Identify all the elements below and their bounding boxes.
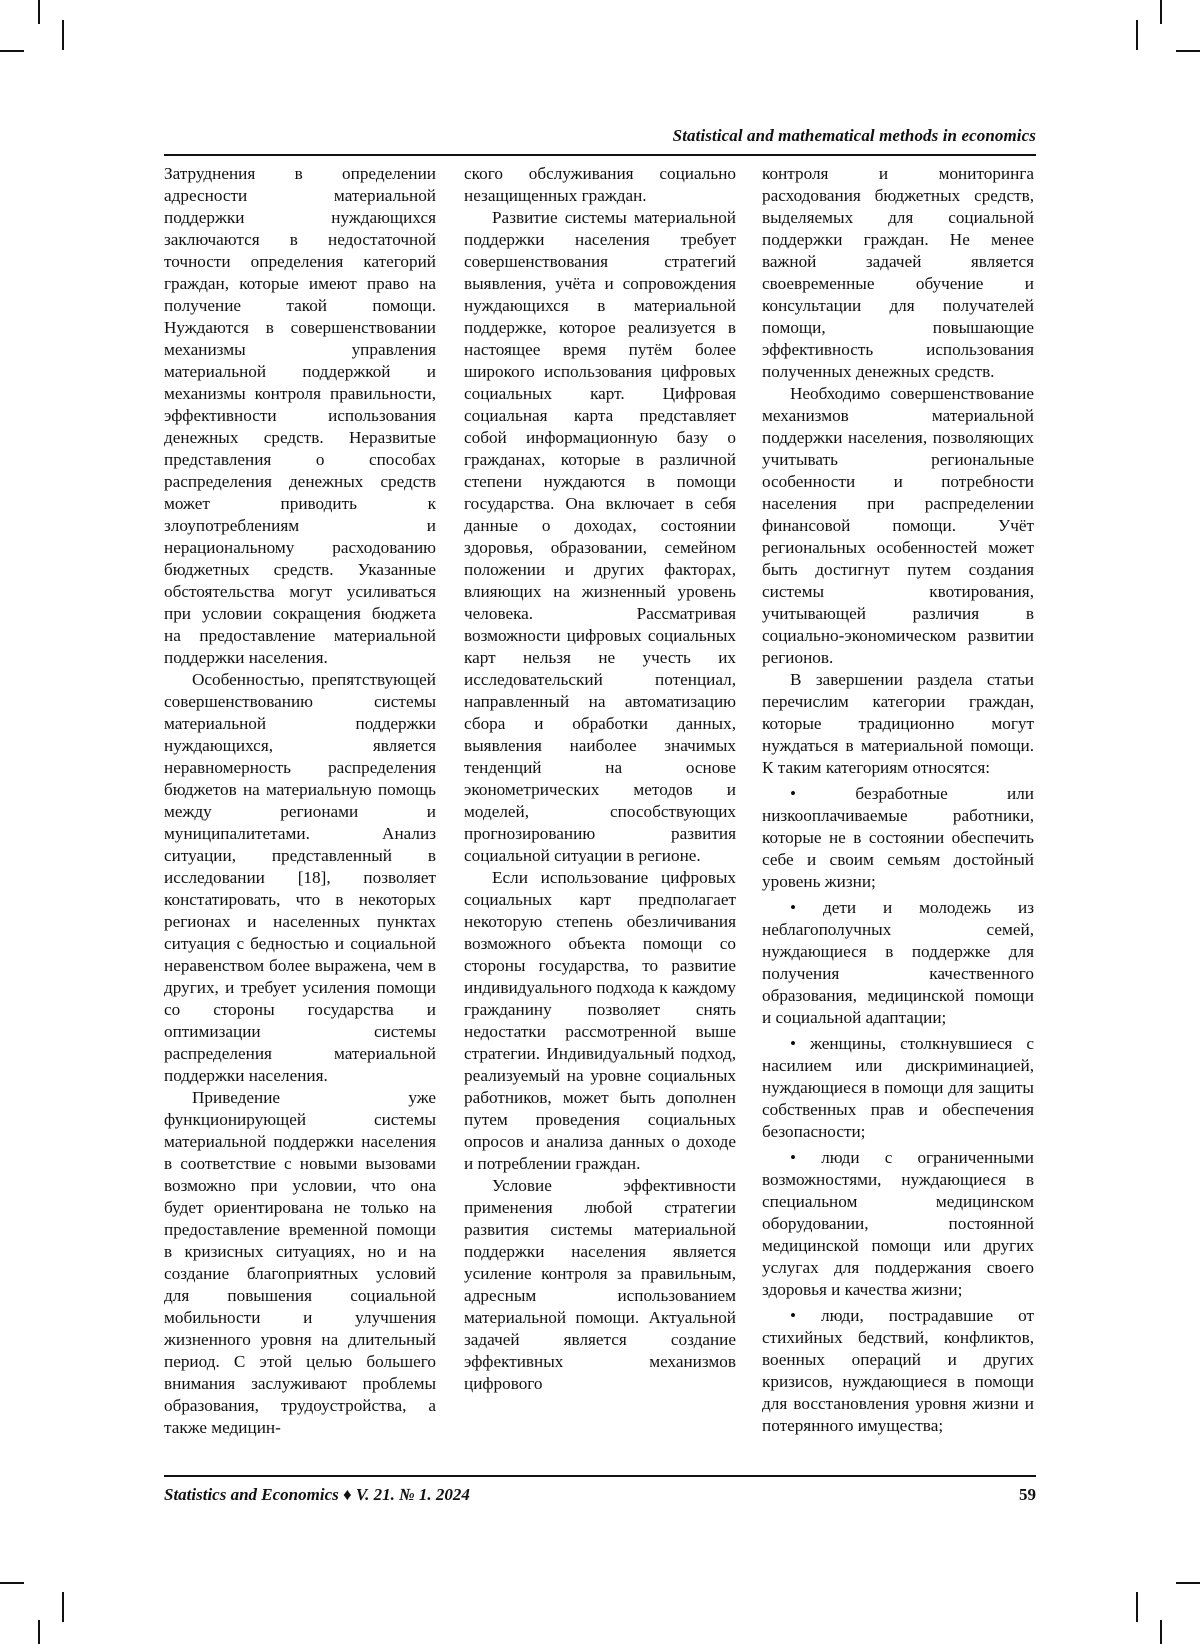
crop-mark — [1176, 50, 1200, 52]
bullet-item: • безработные или низкооплачиваемые работники, которые не в состоянии обеспечить себе и своим семьям достойный уровень жизни; — [762, 783, 1034, 893]
paragraph: Необходимо совершенствование механизмов материальной поддержки населения, позволяющих учитывать региональные особенности и потребности населения при распределении финансовой помощи. Учёт региональных особенностей может быть достигнут путем создания системы квотирования, учитывающей различия в социально-экономическом развитии регионов. — [762, 384, 1034, 667]
crop-mark — [1160, 0, 1162, 24]
paragraph: Условие эффективности применения любой стратегии развития системы материальной поддержки населения является усиление контроля за правильным, адресным использованием материальной помощи. Актуальной задачей является создание эффективных механизмов цифрового — [464, 1176, 736, 1393]
crop-mark — [0, 1582, 24, 1584]
journal-citation: Statistics and Economics ♦ V. 21. № 1. 2024 — [164, 1485, 470, 1504]
text-column-1 — [164, 163, 436, 1439]
crop-mark — [0, 50, 24, 52]
crop-mark — [38, 0, 40, 24]
bullet-item: • женщины, столкнувшиеся с насилием или дискриминацией, нуждающиеся в помощи для защиты собственных прав и обеспечения безопасности; — [762, 1033, 1034, 1143]
running-footer — [164, 1475, 1036, 1504]
crop-mark — [38, 1620, 40, 1644]
crop-mark — [62, 1592, 64, 1622]
crop-mark — [1176, 1582, 1200, 1584]
running-header — [164, 124, 1036, 156]
bullet-item: • дети и молодежь из неблагополучных семей, нуждающиеся в поддержке для получения качественного образования, медицинской помощи и социальной адаптации; — [762, 897, 1034, 1029]
paragraph: Особенностью, препятствующей совершенствованию системы материальной поддержки нуждающихся, является неравномерность распределения бюджетов на материальную помощь между регионами и муниципалитетами. Анализ ситуации, представленный в исследовании [18], позволяет констатировать, что в некоторых регионах и населенных пунктах ситуация с бедностью и социальной неравенством более выражена, чем в других, и требует усиления помощи со стороны государства и оптимизации системы распределения материальной поддержки населения. — [164, 670, 436, 1085]
crop-mark — [1136, 1592, 1138, 1622]
crop-mark — [62, 20, 64, 50]
paragraph: Если использование цифровых социальных карт предполагает некоторую степень обезличивания возможного объекта помощи со стороны государства, то развитие индивидуального подхода к каждому гражданину позволяет снять недостатки рассмотренной выше стратегии. Индивидуальный подход, реализуемый на уровне социальных работников, может быть дополнен путем проведения социальных опросов и анализа данных о доходе и потреблении граждан. — [464, 868, 736, 1173]
page-number: 59 — [1019, 1485, 1036, 1504]
paragraph: В завершении раздела статьи перечислим категории граждан, которые традиционно могут нуждаться в материальной помощи. К таким категориям относятся: — [762, 670, 1034, 777]
bullet-item: • люди, пострадавшие от стихийных бедствий, конфликтов, военных операций и других кризисов, нуждающиеся в помощи для восстановления уровня жизни и потерянного имущества; — [762, 1305, 1034, 1437]
crop-mark — [1160, 1620, 1162, 1644]
paragraph: Развитие системы материальной поддержки населения требует совершенствования стратегий выявления, учёта и сопровождения нуждающихся в материальной поддержке, которое реализуется в настоящее время путём более широкого использования цифровых социальных карт. Цифровая социальная карта представляет собой информационную базу о гражданах, которые в различной степени нуждаются в помощи государства. Она включает в себя данные о доходах, состоянии здоровья, образовании, семейном положении и других факторах, влияющих на жизненный уровень человека. Рассматривая возможности цифровых социальных карт нельзя не учесть их исследовательский потенциал, направленный на автоматизацию сбора и обработки данных, выявления наиболее значимых тенденций на основе эконометрических методов и моделей, способствующих прогнозированию развития социальной ситуации в регионе. — [464, 208, 736, 865]
paragraph: ского обслуживания социально незащищенных граждан. — [464, 164, 736, 205]
section-title: Statistical and mathematical methods in economics — [672, 126, 1036, 145]
crop-mark — [1136, 20, 1138, 50]
paragraph: контроля и мониторинга расходования бюджетных средств, выделяемых для социальной поддержки граждан. Не менее важной задачей является своевременные обучение и консультации для получателей помощи, повышающие эффективность использования полученных денежных средств. — [762, 164, 1034, 381]
paragraph: Затруднения в определении адресности материальной поддержки нуждающихся заключаются в недостаточной точности определения категорий граждан, которые имеют право на получение такой помощи. Нуждаются в совершенствовании механизмы управления материальной поддержкой и механизмы контроля правильности, эффективности использования денежных средств. Неразвитые представления о способах распределения денежных средств может приводить к злоупотреблениям и нерациональному расходованию бюджетных средств. Указанные обстоятельства могут усиливаться при условии сокращения бюджета на предоставление материальной поддержки населения. — [164, 164, 436, 667]
paragraph: Приведение уже функционирующей системы материальной поддержки населения в соответствие с новыми вызовами возможно при условии, что она будет ориентирована не только на предоставление временной помощи в кризисных ситуациях, но и на создание благоприятных условий для повышения социальной мобильности и улучшения жизненного уровня на длительный период. С этой целью большего внимания заслуживают проблемы образования, трудоустройства, а также медицин- — [164, 1088, 436, 1437]
text-column-3 — [762, 163, 1034, 1437]
bullet-item: • люди с ограниченными возможностями, нуждающиеся в специальном медицинском оборудовании, постоянной медицинской помощи или других услугах для поддержания своего здоровья и качества жизни; — [762, 1147, 1034, 1301]
text-column-2 — [464, 163, 736, 1395]
